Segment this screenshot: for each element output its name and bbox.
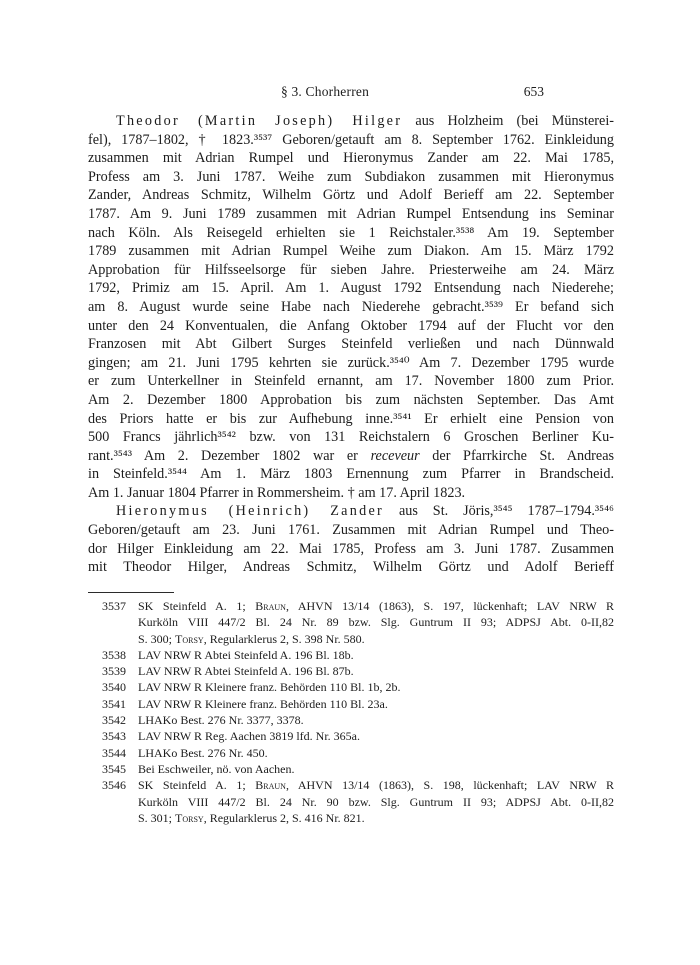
person-name-hilger: Theodor (Martin Joseph) Hilger: [116, 113, 403, 129]
footnote-line: Kurköln VIII 447/2 Bl. 24 Nr. 89 bzw. Slg. Guntrum II 93; ADPSJ Abt. 0-II,82: [138, 615, 614, 630]
body-line: am 8. August wurde seine Habe nach Niederehe gebracht.³⁵³⁹ Er befand sich: [88, 298, 614, 315]
body-line: Approbation für Hilfsseelsorge für sieben Jahre. Priesterweihe am 24. März: [88, 261, 614, 278]
footnote-text: S. 301;: [138, 810, 176, 825]
footnote-line: [88, 777, 614, 793]
body-line-text: der Pfarrkirche St. Andreas: [419, 447, 615, 464]
footnote-text: LAV NRW R Abtei Steinfeld A. 196 Bl. 18b.: [138, 647, 354, 662]
section-title: § 3. Chorherren: [280, 84, 370, 99]
footnote-text: , Regularklerus 2, S. 398 Nr. 580.: [203, 631, 365, 646]
body-line: dor Hilger Einkleidung am 22. Mai 1785, Profess am 3. Juni 1787. Zusammen: [88, 540, 614, 557]
footnote-number: 3542: [102, 713, 126, 728]
body-line: mit Theodor Hilger, Andreas Schmitz, Wilhelm Görtz und Adolf Berieff: [88, 559, 614, 576]
footnote-text: , Regularklerus 2, S. 416 Nr. 821.: [203, 810, 365, 825]
footnote-line: Kurköln VIII 447/2 Bl. 24 Nr. 90 bzw. Slg. Guntrum II 93; ADPSJ Abt. 0-II,82: [138, 794, 614, 809]
body-line: Zander, Andreas Schmitz, Wilhelm Görtz und Adolf Berieff am 22. September: [88, 187, 614, 204]
body-line: 1789 zusammen mit Adrian Rumpel Weihe zum Diakon. Am 15. März 1792: [88, 243, 614, 260]
footnote-3537: [88, 598, 614, 647]
footnote-3543: [88, 728, 614, 744]
footnotes: [88, 598, 614, 826]
body-line-text: aus St. Jöris,³⁵⁴⁵ 1787–1794.³⁵⁴⁶: [384, 503, 614, 520]
footnote-text: Bei Eschweiler, nö. von Aachen.: [138, 761, 295, 776]
italic-term-receveur: receveur: [370, 447, 420, 464]
body-line: Profess am 3. Juni 1787. Weihe zum Subdiakon zusammen mit Hieronymus: [88, 168, 614, 185]
body-line: 1787. Am 9. Juni 1789 zusammen mit Adrian Rumpel Entsendung ins Seminar: [88, 205, 614, 222]
body-line: er zum Unterkellner in Steinfeld ernannt, am 17. November 1800 zum Prior.: [88, 373, 614, 390]
footnote-3541: [88, 696, 614, 712]
footnote-number: 3540: [102, 680, 126, 695]
body-line: unter den 24 Konventualen, die Anfang Oktober 1794 auf der Flucht vor den: [88, 317, 614, 334]
footnote-number: 3544: [102, 745, 126, 760]
footnote-number: 3545: [102, 761, 126, 776]
body-line-text: rant.³⁵⁴³ Am 2. Dezember 1802 war er: [88, 447, 371, 464]
footnote-number: 3543: [102, 729, 126, 744]
body-line: gingen; am 21. Juni 1795 kehrten sie zurück.³⁵⁴⁰ Am 7. Dezember 1795 wurde: [88, 354, 614, 371]
footnote-text: LAV NRW R Kleinere franz. Behörden 110 Bl. 1b, 2b.: [138, 680, 401, 695]
footnote-3542: [88, 712, 614, 728]
footnote-text: SK Steinfeld A. 1;: [138, 778, 256, 793]
footnote-number: 3538: [102, 647, 126, 662]
body-line: Franzosen mit Abt Gilbert Surges Steinfeld verließen und nach Dünnwald: [88, 336, 614, 353]
footnote-number: 3539: [102, 664, 126, 679]
author-name-braun: Braun: [255, 599, 286, 613]
page-number: 653: [523, 84, 544, 99]
body-line: [88, 502, 614, 521]
footnote-text: LAV NRW R Kleinere franz. Behörden 110 Bl. 23a.: [138, 696, 388, 711]
footnote-separator: [88, 592, 174, 593]
paragraph-zander: [88, 502, 614, 576]
body-line: [88, 112, 614, 131]
body-line: in Steinfeld.³⁵⁴⁴ Am 1. März 1803 Ernennung zum Pfarrer in Brandscheid.: [88, 466, 614, 483]
footnote-text: S. 300;: [138, 631, 176, 646]
footnote-number: 3537: [102, 599, 126, 613]
footnote-line: [88, 810, 614, 826]
body-line: [88, 447, 614, 466]
footnote-line: [88, 631, 614, 647]
body-line: 1792, Primiz am 15. April. Am 1. August 1792 Entsendung nach Niederehe;: [88, 280, 614, 297]
footnote-number: 3546: [102, 778, 126, 793]
body-text: [88, 112, 614, 577]
footnote-3540: [88, 679, 614, 695]
footnote-text: LHAKo Best. 276 Nr. 3377, 3378.: [138, 713, 304, 728]
footnote-text: LAV NRW R Abtei Steinfeld A. 196 Bl. 87b.: [138, 664, 354, 679]
author-name-torsy: Torsy: [175, 810, 204, 825]
body-line: Am 1. Januar 1804 Pfarrer in Rommersheim. † am 17. April 1823.: [88, 484, 466, 501]
footnote-3545: [88, 761, 614, 777]
footnote-number: 3541: [102, 696, 126, 711]
footnote-text: LHAKo Best. 276 Nr. 450.: [138, 745, 268, 760]
footnote-line: [88, 598, 614, 614]
body-line: Am 2. Dezember 1800 Approbation bis zum nächsten September. Das Amt: [88, 391, 614, 408]
body-line: nach Köln. Als Reisegeld erhielten sie 1 Reichstaler.³⁵³⁸ Am 19. September: [88, 224, 614, 241]
person-name-zander: Hieronymus (Heinrich) Zander: [116, 503, 385, 520]
footnote-text: SK Steinfeld A. 1;: [138, 599, 256, 613]
footnote-3539: [88, 663, 614, 679]
author-name-braun: Braun: [255, 778, 286, 793]
footnote-3538: [88, 647, 614, 663]
body-line: fel), 1787–1802, † 1823.³⁵³⁷ Geboren/getauft am 8. September 1762. Einkleidung: [88, 131, 614, 148]
author-name-torsy: Torsy: [175, 631, 204, 646]
footnote-text: LAV NRW R Reg. Aachen 3819 lfd. Nr. 365a.: [138, 729, 360, 744]
body-line-text: aus Holzheim (bei Münsterei-: [402, 113, 614, 129]
body-line: zusammen mit Adrian Rumpel und Hieronymus Zander am 22. Mai 1785,: [88, 150, 614, 167]
running-head: [88, 83, 544, 100]
footnote-3544: [88, 745, 614, 761]
body-line: Geboren/getauft am 23. Juni 1761. Zusammen mit Adrian Rumpel und Theo-: [88, 522, 614, 539]
paragraph-hilger: [88, 112, 614, 502]
footnote-text: , AHVN 13/14 (1863), S. 197, lückenhaft; LAV NRW R: [285, 599, 614, 613]
footnote-text: , AHVN 13/14 (1863), S. 198, lückenhaft; LAV NRW R: [285, 778, 614, 793]
body-line: 500 Francs jährlich³⁵⁴² bzw. von 131 Reichstalern 6 Groschen Berliner Ku-: [88, 429, 614, 446]
body-line: des Priors hatte er bis zur Aufhebung inne.³⁵⁴¹ Er erhielt eine Pension von: [88, 410, 614, 427]
footnote-3546: [88, 777, 614, 826]
